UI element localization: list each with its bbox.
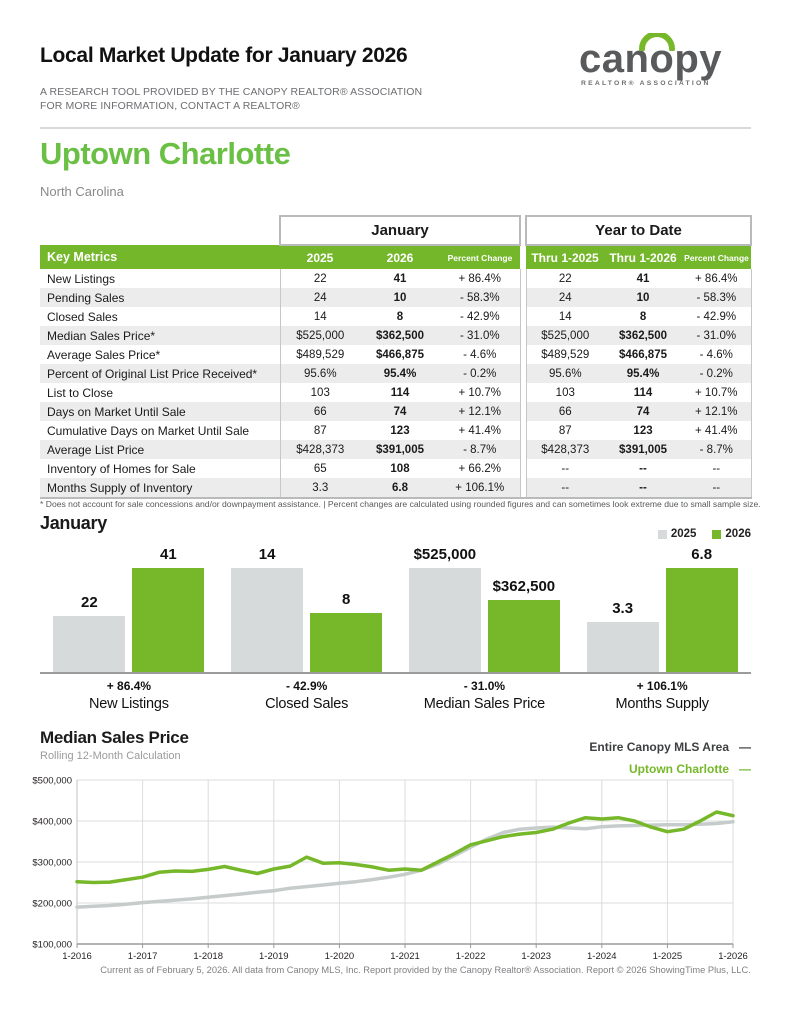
- report-subtitle: [40, 85, 422, 113]
- bar-value-label: $362,500: [492, 578, 556, 595]
- metric-value: $428,373: [280, 440, 360, 459]
- canopy-logo-wordmark: canopy: [575, 38, 751, 80]
- metric-value: 10: [604, 288, 682, 307]
- metric-value: 41: [636, 272, 650, 285]
- x-tick-label: 1-2018: [193, 951, 223, 962]
- legend-label-2025: 2025: [670, 528, 697, 540]
- bar-chart-plot: [40, 540, 751, 674]
- metric-value: 14: [526, 307, 604, 326]
- metric-label: Cumulative Days on Market Until Sale: [47, 423, 250, 438]
- bar-chart-title: January: [40, 513, 107, 533]
- metric-value: - 0.2%: [440, 364, 520, 383]
- metric-value: + 10.7%: [682, 383, 751, 402]
- metric-value: 14: [280, 307, 360, 326]
- metric-value: 74: [604, 402, 682, 421]
- table-row: [40, 478, 751, 498]
- bar-2026: [488, 600, 560, 672]
- bar-2025: [587, 622, 659, 672]
- metric-value: 95.6%: [280, 364, 360, 383]
- bar-2026: [132, 568, 204, 672]
- page-footer: Current as of February 5, 2026. All data from Canopy MLS, Inc. Report provided by the Canopy Realtor® Association. Report © 2026 ShowingTime Plus, LLC.: [100, 965, 751, 975]
- metric-value: --: [639, 462, 647, 475]
- bar-value-label: 3.3: [612, 600, 634, 617]
- table-column-header-row: [40, 245, 751, 269]
- metric-value: $466,875: [619, 348, 667, 361]
- metric-value: --: [526, 478, 604, 498]
- bar-category-label: New Listings: [88, 696, 169, 712]
- report-title: Local Market Update for January 2026: [40, 44, 408, 67]
- report-subtitle-line2: FOR MORE INFORMATION, CONTACT A REALTOR®: [40, 100, 300, 112]
- metric-value: - 58.3%: [682, 288, 751, 307]
- metric-label: Median Sales Price*: [40, 326, 280, 345]
- bar-pct-change: - 31.0%: [463, 679, 506, 693]
- bar-category-label: Months Supply: [615, 696, 709, 712]
- ytd-group-header: Year to Date: [526, 216, 751, 245]
- bar-value-label: $525,000: [413, 546, 477, 563]
- metric-label: Pending Sales: [40, 288, 280, 307]
- bar-pct-change: + 86.4%: [106, 679, 152, 693]
- y-tick-label: $400,000: [32, 816, 72, 828]
- legend-item-2025: [658, 528, 697, 540]
- x-tick-label: 1-2024: [587, 951, 617, 962]
- table-group-header-row: [40, 216, 751, 245]
- table-row: [40, 440, 751, 459]
- metric-value: 65: [280, 459, 360, 478]
- metric-value: 87: [526, 421, 604, 440]
- table-row: [40, 269, 751, 288]
- metric-label: Days on Market Until Sale: [40, 402, 280, 421]
- metric-value: 10: [360, 288, 440, 307]
- bar-pct-change: + 106.1%: [636, 679, 688, 693]
- metric-value: - 4.6%: [440, 345, 520, 364]
- metric-value: $428,373: [526, 440, 604, 459]
- metric-label: Months Supply of Inventory: [40, 478, 280, 498]
- bar-caption: [218, 679, 396, 712]
- bar-value-label: 41: [160, 546, 177, 563]
- metric-value: $525,000: [526, 326, 604, 345]
- x-tick-label: 1-2023: [521, 951, 551, 962]
- legend-swatch-2026: [712, 530, 721, 539]
- col-header-pct-change-jan: Percent Change: [440, 245, 520, 269]
- metric-value: 24: [280, 288, 360, 307]
- x-tick-label: 1-2022: [455, 951, 486, 962]
- x-tick-label: 1-2016: [62, 951, 92, 962]
- table-row: [40, 326, 751, 345]
- col-header-2025: 2025: [280, 245, 360, 269]
- metric-value: $362,500: [604, 326, 682, 345]
- bar-category-label: Median Sales Price: [423, 696, 546, 712]
- line-chart-subtitle: Rolling 12-Month Calculation: [40, 750, 181, 762]
- metric-value: 22: [526, 269, 604, 288]
- metric-value: 66: [280, 402, 360, 421]
- metric-value: + 66.2%: [440, 459, 520, 478]
- x-tick-label: 1-2019: [259, 951, 289, 962]
- metric-value: - 42.9%: [682, 307, 751, 326]
- metric-value: + 12.1%: [682, 402, 751, 421]
- metric-value: $466,875: [376, 348, 424, 361]
- bar-value-label: 8: [341, 591, 351, 608]
- x-tick-label: 1-2021: [390, 951, 420, 962]
- bar-2026: [310, 613, 382, 672]
- metric-value: 95.4%: [360, 364, 440, 383]
- legend-label-mls-area: Entire Canopy MLS Area: [589, 740, 729, 754]
- metric-value: $391,005: [604, 440, 682, 459]
- table-row: [40, 459, 751, 478]
- bar-caption: [573, 679, 751, 712]
- metric-value: --: [682, 459, 751, 478]
- metric-label: List to Close: [47, 385, 114, 400]
- bar-caption: [40, 679, 218, 712]
- metric-value: + 106.1%: [440, 478, 520, 498]
- metric-value: 103: [526, 383, 604, 402]
- header-divider: [40, 127, 751, 129]
- metric-value: 8: [639, 310, 647, 323]
- metric-value: - 8.7%: [440, 440, 520, 459]
- bar-category-label: Closed Sales: [265, 696, 349, 712]
- bar-2026: [666, 568, 738, 672]
- metric-label: New Listings: [47, 271, 116, 286]
- key-metrics-table: [40, 215, 752, 499]
- metric-value: - 42.9%: [440, 307, 520, 326]
- metric-value: --: [682, 478, 751, 498]
- legend-label-uptown: Uptown Charlotte: [629, 762, 729, 776]
- metric-value: 8: [396, 310, 404, 323]
- table-row: [40, 288, 751, 307]
- x-tick-label: 1-2017: [127, 951, 158, 962]
- table-footnote: * Does not account for sale concessions and/or downpayment assistance. | Percent changes are calculated using rounded figures and can sometimes look extreme due to small sample size.: [40, 499, 761, 509]
- legend-swatch-2025: [658, 530, 667, 539]
- metric-value: $362,500: [360, 326, 440, 345]
- metric-value: $525,000: [280, 326, 360, 345]
- col-header-pct-change-ytd: Percent Change: [682, 245, 751, 269]
- metric-value: + 86.4%: [682, 269, 751, 288]
- metric-value: + 41.4%: [682, 421, 751, 440]
- y-tick-label: $300,000: [32, 857, 72, 869]
- area-title: Uptown Charlotte: [40, 136, 291, 171]
- metric-label: Closed Sales: [47, 309, 118, 324]
- bar-2025: [231, 568, 303, 672]
- metric-label: Percent of Original List Price Received*: [40, 364, 280, 383]
- metric-value: 87: [280, 421, 360, 440]
- table-row: [40, 345, 751, 364]
- bar-group: [40, 540, 218, 672]
- bar-2025: [53, 616, 125, 672]
- bar-value-label: 6.8: [691, 546, 713, 563]
- metric-value: 41: [393, 272, 407, 285]
- metric-value: + 86.4%: [440, 269, 520, 288]
- bar-group: [396, 540, 574, 672]
- metric-value: 24: [526, 288, 604, 307]
- x-tick-label: 1-2026: [718, 951, 748, 962]
- metric-value: 3.3: [280, 478, 360, 498]
- metric-label: Average List Price: [40, 440, 280, 459]
- y-tick-label: $100,000: [32, 939, 72, 951]
- metric-label: Average Sales Price*: [47, 347, 161, 362]
- bar-caption: [396, 679, 574, 712]
- table-row: [40, 307, 751, 326]
- area-subtitle: North Carolina: [40, 184, 124, 199]
- metric-value: - 31.0%: [682, 326, 751, 345]
- metric-value: 95.4%: [604, 364, 682, 383]
- metric-value: $489,529: [280, 345, 360, 364]
- col-header-key-metrics: Key Metrics: [40, 245, 280, 269]
- january-group-header: January: [280, 216, 520, 245]
- metric-value: 95.6%: [526, 364, 604, 383]
- legend-item-mls-area: [589, 736, 751, 758]
- col-header-thru-2025: Thru 1-2025: [526, 245, 604, 269]
- bar-value-label: 14: [258, 546, 276, 563]
- metric-value: 74: [360, 402, 440, 421]
- metric-value: 114: [390, 386, 410, 399]
- col-header-2026: 2026: [360, 245, 440, 269]
- canopy-logo-arc-icon: [637, 33, 677, 51]
- metric-value: - 0.2%: [682, 364, 751, 383]
- report-subtitle-line1: A RESEARCH TOOL PROVIDED BY THE CANOPY REALTOR® ASSOCIATION: [40, 86, 423, 98]
- metric-value: - 4.6%: [682, 345, 751, 364]
- table-row: [40, 364, 751, 383]
- legend-dash-uptown: —: [739, 762, 751, 776]
- bar-chart-legend: [658, 528, 751, 540]
- legend-item-2026: [712, 528, 751, 540]
- table-row: [40, 383, 751, 402]
- metric-value: 6.8: [360, 478, 440, 498]
- metric-value: --: [604, 478, 682, 498]
- metric-value: 103: [280, 383, 360, 402]
- metric-value: - 8.7%: [682, 440, 751, 459]
- metric-value: - 31.0%: [440, 326, 520, 345]
- metric-value: $391,005: [360, 440, 440, 459]
- metric-value: + 41.4%: [440, 421, 520, 440]
- col-header-thru-2026: Thru 1-2026: [604, 245, 682, 269]
- bar-2025: [409, 568, 481, 672]
- legend-label-2026: 2026: [725, 528, 751, 540]
- metric-value: $489,529: [526, 345, 604, 364]
- bar-group: [573, 540, 751, 672]
- x-tick-label: 1-2025: [652, 951, 683, 962]
- metric-value: 108: [390, 462, 410, 475]
- table-row: [40, 421, 751, 440]
- metric-label: Inventory of Homes for Sale: [47, 461, 196, 476]
- bar-value-label: 22: [81, 594, 98, 611]
- metric-value: + 10.7%: [440, 383, 520, 402]
- metric-value: 114: [633, 386, 653, 399]
- bar-group: [218, 540, 396, 672]
- metric-value: 123: [633, 424, 653, 437]
- metric-value: 22: [280, 269, 360, 288]
- line-chart: [0, 770, 791, 970]
- metric-value: --: [526, 459, 604, 478]
- table-row: [40, 402, 751, 421]
- x-tick-label: 1-2020: [324, 951, 355, 962]
- bar-chart-captions: [40, 679, 751, 712]
- canopy-logo: [575, 38, 751, 87]
- metric-value: 66: [526, 402, 604, 421]
- line-chart-title: Median Sales Price: [40, 728, 189, 747]
- metric-value: 123: [390, 424, 410, 437]
- metric-value: + 12.1%: [440, 402, 520, 421]
- canopy-logo-tagline: REALTOR® ASSOCIATION: [581, 80, 711, 87]
- y-tick-label: $200,000: [32, 898, 72, 910]
- y-tick-label: $500,000: [32, 775, 72, 787]
- bar-pct-change: - 42.9%: [285, 679, 328, 693]
- metric-value: - 58.3%: [440, 288, 520, 307]
- legend-dash-mls-area: —: [739, 740, 751, 754]
